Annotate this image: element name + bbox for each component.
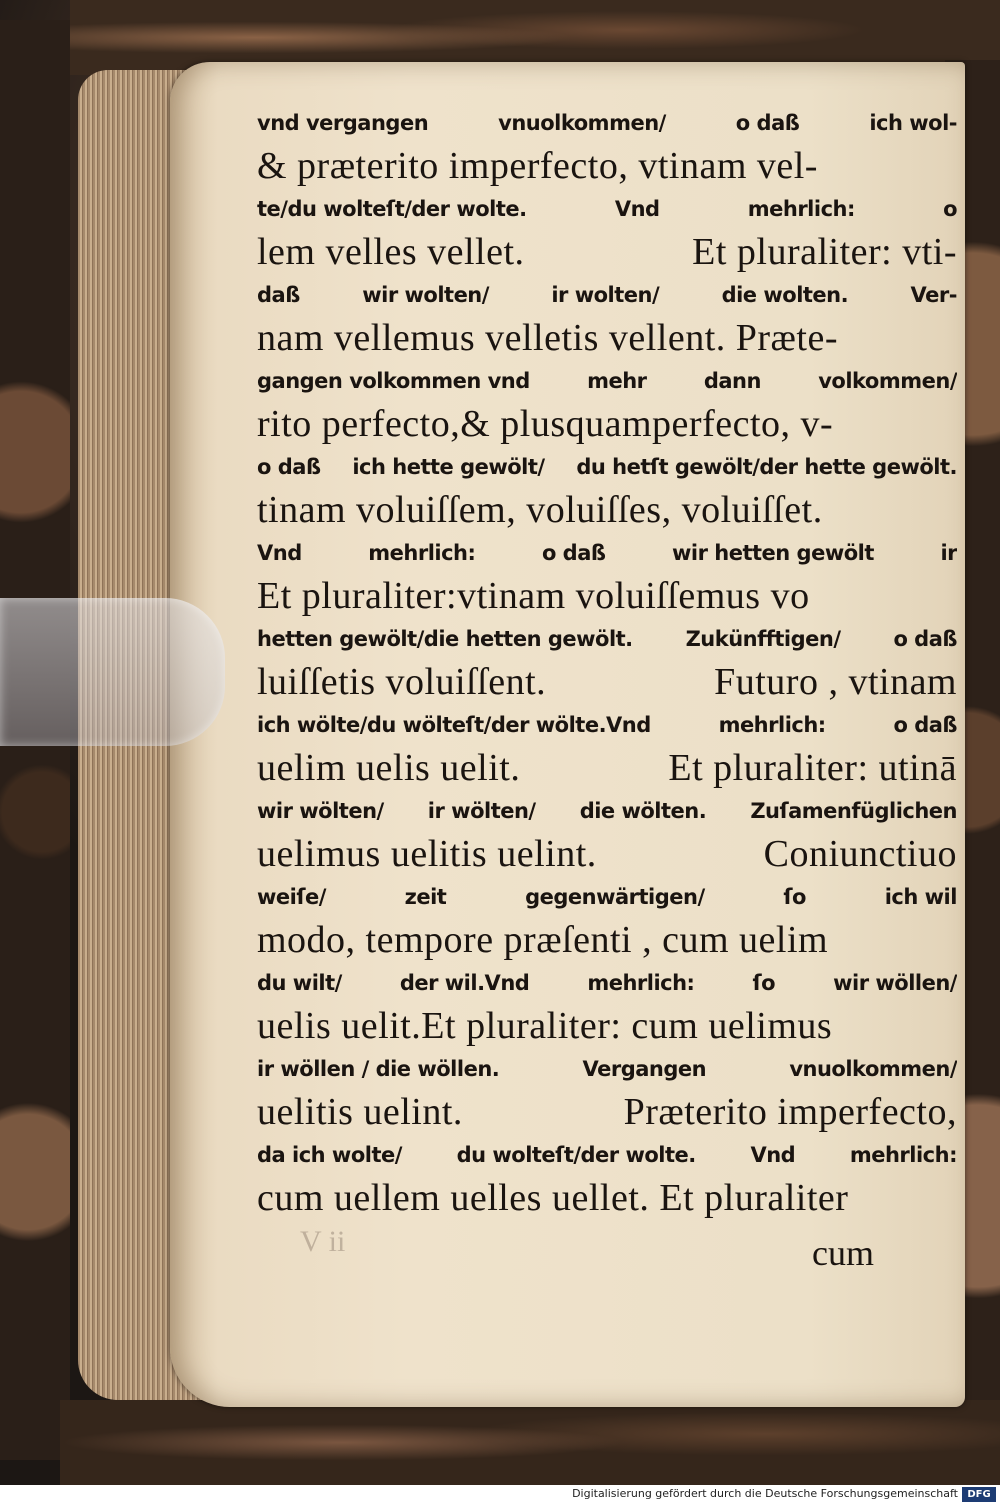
text-segment: modo, tempore præſenti , cum uelim (257, 919, 829, 961)
latin-line (257, 400, 957, 448)
german-line (257, 190, 957, 228)
text-segment: ſo (783, 885, 806, 909)
text-segment: tinam voluiſſem, voluiſſes, voluiſſet. (257, 489, 823, 531)
text-segment: ich hette gewölt/ (352, 455, 545, 479)
latin-line (257, 314, 957, 362)
text-segment: Et pluraliter: utinā (668, 747, 957, 789)
latin-line (257, 228, 957, 276)
latin-line (257, 486, 957, 534)
german-line (257, 792, 957, 830)
text-segment: ir wöllen / die wöllen. (257, 1057, 500, 1081)
text-segment: daß (257, 283, 300, 307)
text-segment: nam vellemus velletis vellent. Præte- (257, 317, 838, 359)
text-segment: gangen volkommen vnd (257, 369, 530, 393)
latin-line (257, 142, 957, 190)
german-line (257, 276, 957, 314)
text-segment: ich wölte/du wölteſt/der wölte.Vnd (257, 713, 651, 737)
text-segment: da ich wolte/ (257, 1143, 402, 1167)
text-segment: Vnd (614, 197, 660, 221)
text-segment: uelim uelis uelit. (257, 747, 521, 789)
text-segment: wir hetten gewölt (672, 541, 874, 565)
text-segment: & præterito imperfecto, vtinam vel- (257, 145, 818, 187)
german-line (257, 448, 957, 486)
german-line (257, 620, 957, 658)
text-segment: Ver- (910, 283, 957, 307)
text-segment: uelimus uelitis uelint. (257, 833, 597, 875)
text-segment: wir wolten/ (362, 283, 489, 307)
text-segment: die wolten. (721, 283, 849, 307)
text-segment: mehr (587, 369, 647, 393)
text-segment: wir wölten/ (257, 799, 384, 823)
latin-line (257, 1002, 957, 1050)
text-segment: lem velles vellet. (257, 231, 525, 273)
text-segment: cum uellem uelles uellet. Et pluraliter (257, 1177, 849, 1219)
text-segment: ir wölten/ (427, 799, 536, 823)
text-segment: der wil.Vnd (399, 971, 530, 995)
text-segment: mehrlich: (718, 713, 826, 737)
dfg-logo: DFG (962, 1487, 996, 1502)
latin-line (257, 830, 957, 878)
text-segment: wir wöllen/ (833, 971, 957, 995)
text-segment: Et pluraliter:vtinam voluiſſemus vo (257, 575, 810, 617)
text-segment: Futuro , vtinam (714, 661, 957, 703)
text-segment: ſo (752, 971, 776, 995)
text-segment: mehrlich: (747, 197, 855, 221)
latin-line (257, 916, 957, 964)
text-segment: o daß (893, 713, 957, 737)
text-segment: Coniunctiuo (763, 833, 957, 875)
footer-bar (0, 1485, 1000, 1505)
text-segment: o (943, 197, 957, 221)
text-segment: die wölten. (579, 799, 707, 823)
text-segment: ir wolten/ (551, 283, 660, 307)
text-segment: vnd vergangen (257, 111, 429, 135)
text-segment: zeit (404, 885, 447, 909)
latin-line (257, 658, 957, 706)
text-segment: vnuolkommen/ (498, 111, 666, 135)
latin-line (257, 572, 957, 620)
text-segment: weiſe/ (257, 885, 326, 909)
text-segment: rito perfecto,& plusquamperfecto, v- (257, 403, 834, 445)
text-segment: Vnd (257, 541, 302, 565)
text-segment: mehrlich: (849, 1143, 957, 1167)
text-segment: du wilt/ (257, 971, 342, 995)
text-segment: Vnd (750, 1143, 796, 1167)
footer-credit: Digitalisierung gefördert durch die Deutsche Forschungsgemeinschaft (572, 1487, 958, 1500)
latin-line (257, 1088, 957, 1136)
text-segment: volkommen/ (818, 369, 957, 393)
text-segment: Et pluraliter: vti- (692, 231, 957, 273)
latin-line (257, 744, 957, 792)
text-segment: du hetſt gewölt/der hette gewölt. (576, 455, 957, 479)
signature-mark: V ii (300, 1225, 346, 1258)
latin-line (257, 1174, 957, 1222)
text-segment: ich wol- (869, 111, 957, 135)
catchword: cum (812, 1233, 874, 1273)
german-line (257, 1050, 957, 1088)
text-segment: luiſſetis voluiſſent. (257, 661, 547, 703)
text-segment: o daß (735, 111, 800, 135)
german-line (257, 534, 957, 572)
glass-page-clip (0, 598, 225, 746)
text-segment: hetten gewölt/die hetten gewölt. (257, 627, 633, 651)
page-text (257, 104, 957, 1222)
german-line (257, 878, 957, 916)
german-line (257, 104, 957, 142)
text-segment: vnuolkommen/ (789, 1057, 957, 1081)
german-line (257, 706, 957, 744)
text-segment: te/du wolteſt/der wolte. (257, 197, 527, 221)
text-segment: dann (703, 369, 761, 393)
german-line (257, 1136, 957, 1174)
text-segment: Vergangen (582, 1057, 707, 1081)
text-segment: Præterito imperfecto, (623, 1091, 957, 1133)
text-segment: mehrlich: (368, 541, 476, 565)
german-line (257, 964, 957, 1002)
text-segment: Zuſamenfüglichen (750, 799, 957, 823)
text-segment: uelitis uelint. (257, 1091, 463, 1133)
text-segment: du wolteſt/der wolte. (456, 1143, 696, 1167)
text-segment: Zukünfftigen/ (685, 627, 841, 651)
text-segment: mehrlich: (587, 971, 695, 995)
text-segment: ir (940, 541, 957, 565)
text-segment: o daß (257, 455, 321, 479)
text-segment: gegenwärtigen/ (525, 885, 705, 909)
cover-board-bottom (60, 1400, 1000, 1485)
text-segment: o daß (893, 627, 957, 651)
text-segment: o daß (541, 541, 606, 565)
text-segment: ich wil (884, 885, 957, 909)
german-line (257, 362, 957, 400)
text-segment: uelis uelit.Et pluraliter: cum uelimus (257, 1005, 833, 1047)
